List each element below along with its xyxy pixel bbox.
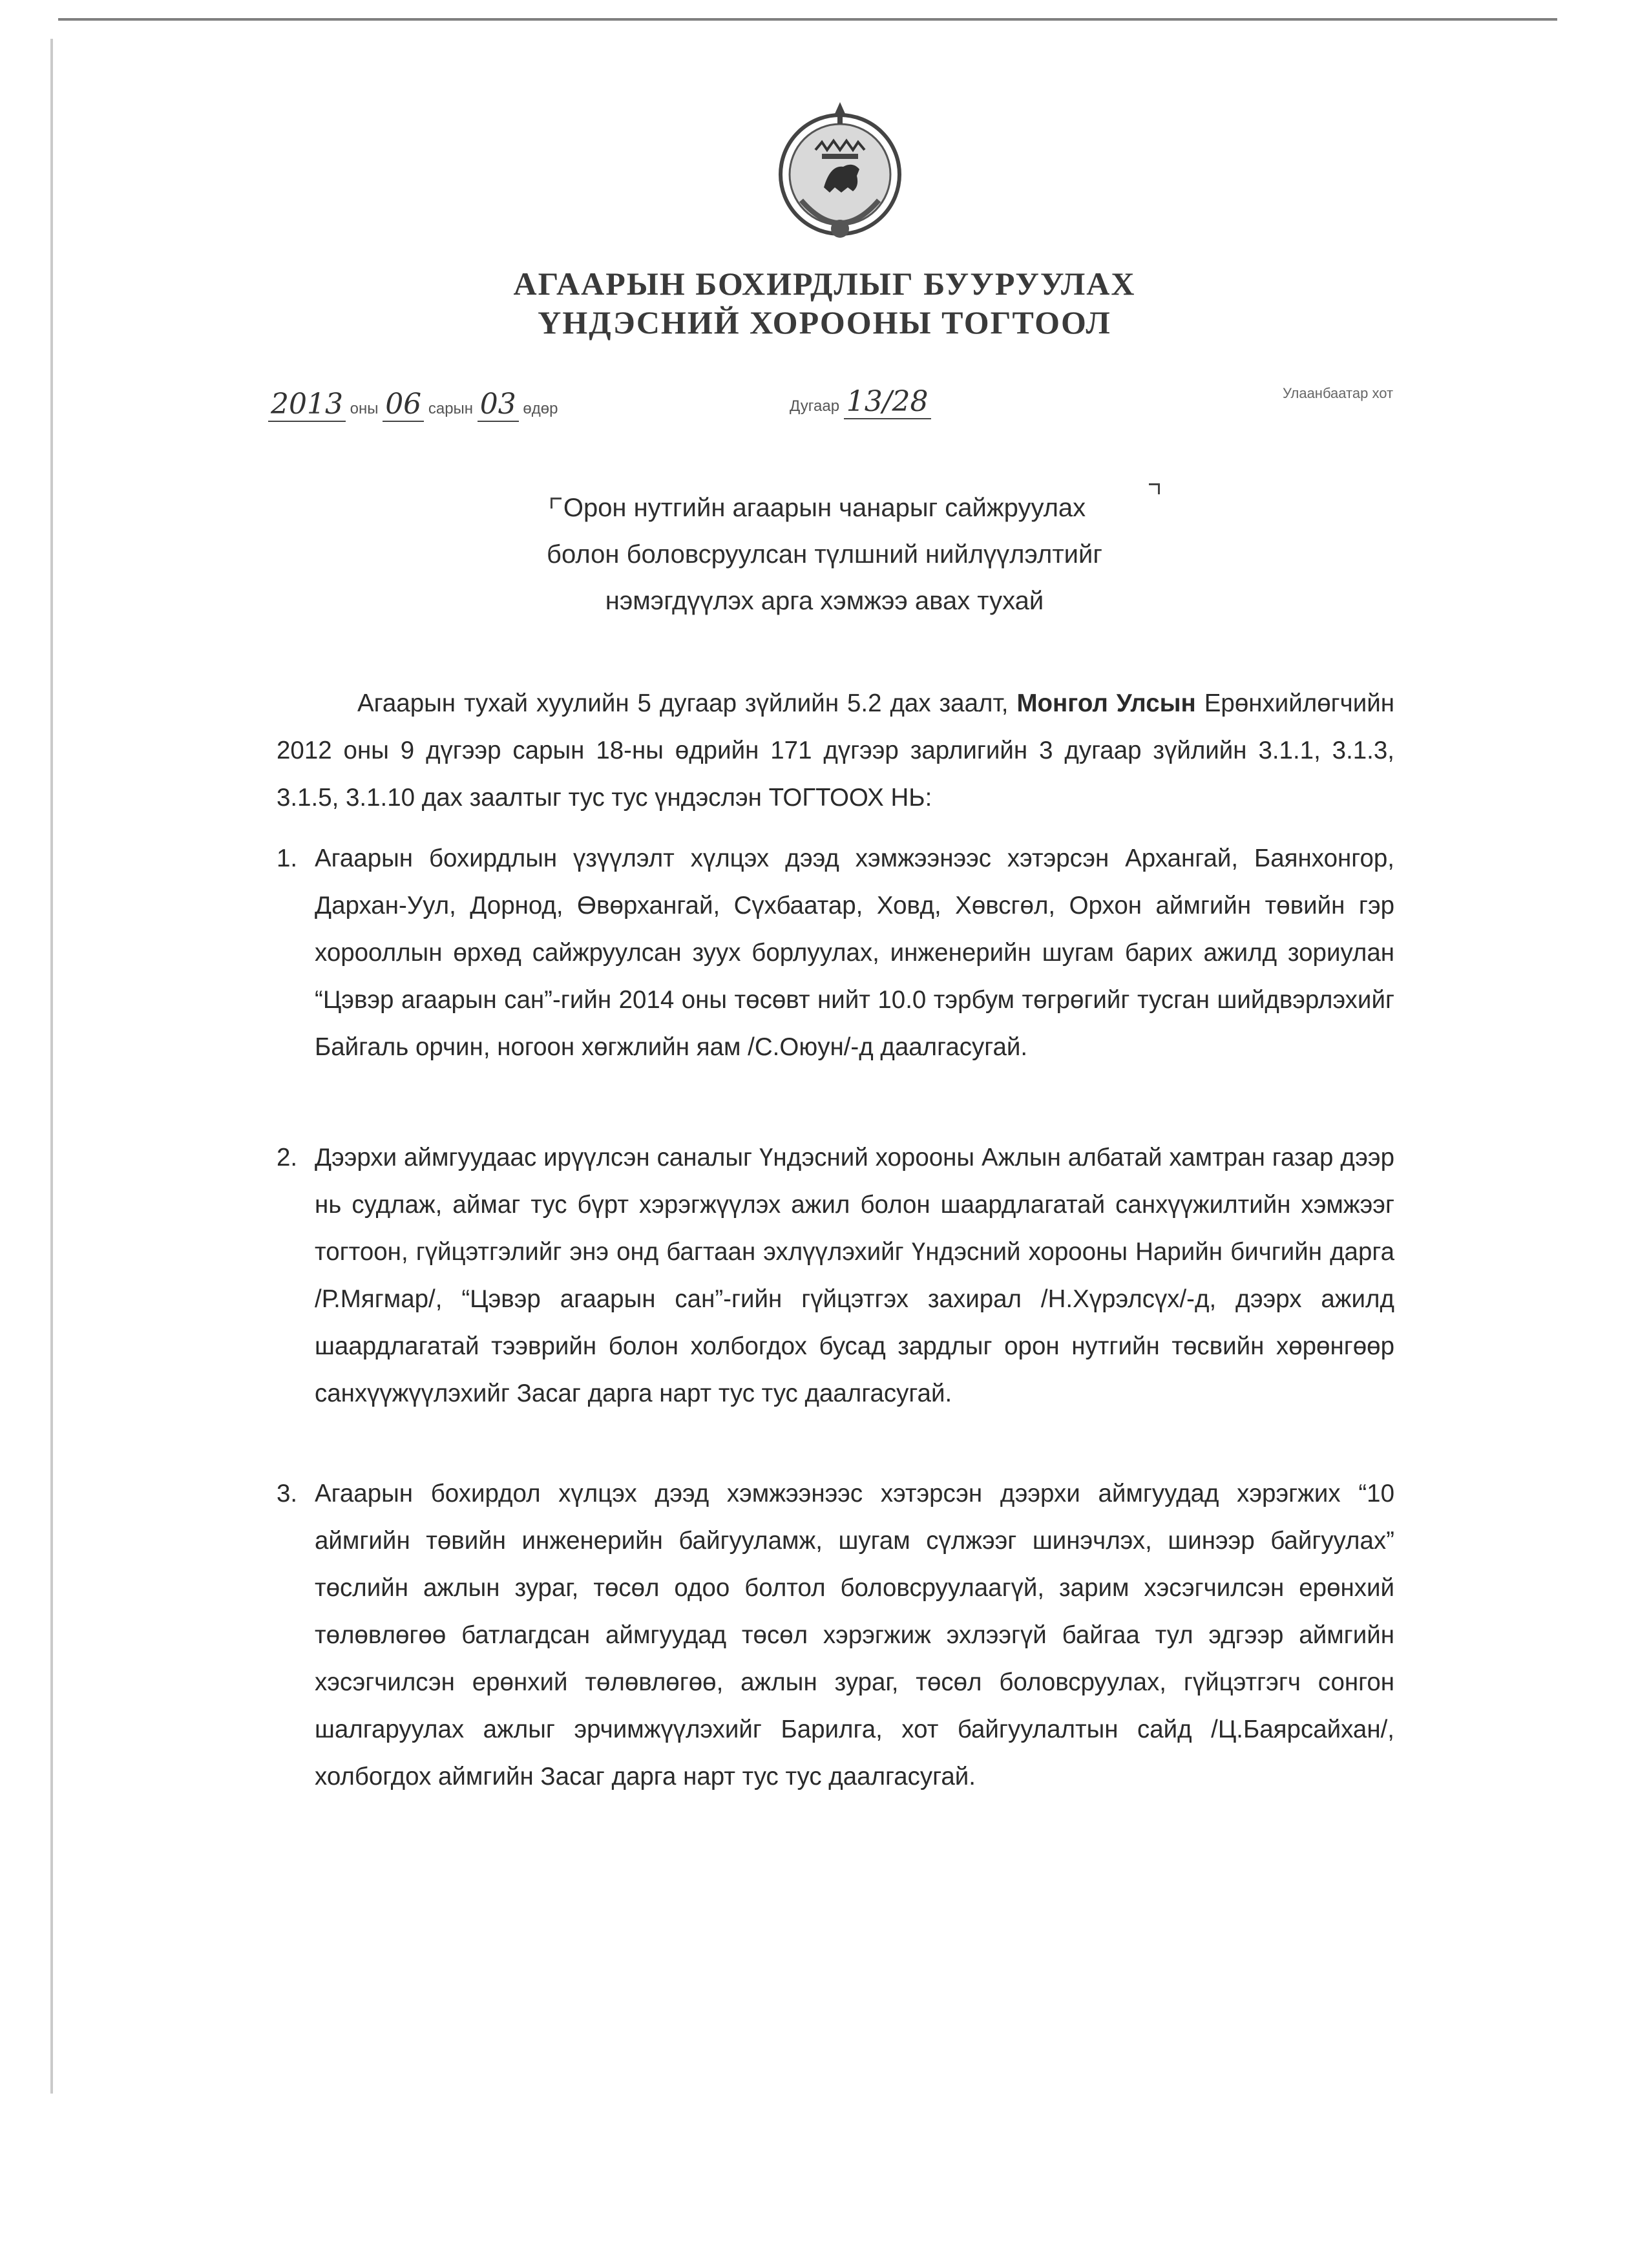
- item-number: 3.: [277, 1480, 298, 1507]
- decision-item-1: [277, 835, 1394, 1071]
- org-title-line1: АГААРЫН БОХИРДЛЫГ БУУРУУЛАХ: [513, 266, 1136, 302]
- scan-edge-top: [58, 18, 1557, 21]
- item-number: 1.: [277, 845, 298, 872]
- subject-line2: болон боловсруулсан түлшний нийлүүлэлтийг: [547, 540, 1102, 569]
- item-text: Агаарын бохирдлын үзүүлэлт хүлцэх дээд хэмжээнээс хэтэрсэн Архангай, Баянхонгор, Дархан-Уул, Дорнод, Өвөрхангай, Сүхбаатар, Ховд, Хөвсгөл, Орхон аймгийн төвийн гэр хорооллын өрхөд сайжруулсан зуух борлуулах, инженерийн шугам барих ажилд зориулан “Цэвэр агаарын сан”-гийн 2014 оны төсөвт нийт 10.0 тэрбум төгрөгийг тусган шийдвэрлэхийг Байгаль орчин, ногоон хөгжлийн яам /С.Оюун/-д даалгасугай.: [315, 845, 1394, 1061]
- year-suffix: оны: [350, 400, 379, 417]
- handwritten-day: 03: [478, 388, 519, 422]
- preamble-part1: Агаарын тухай хуулийн 5 дугаар зүйлийн 5.2 дах заалт,: [357, 689, 1009, 717]
- state-emblem-icon: [762, 90, 918, 258]
- number-label: Дугаар: [790, 397, 840, 415]
- org-title-line2: ҮНДЭСНИЙ ХОРООНЫ ТОГТООЛ: [538, 304, 1111, 341]
- item-text: Дээрхи аймгуудаас ирүүлсэн саналыг Үндэсний хорооны Ажлын албатай хамтран газар дээр нь судлаж, аймаг тус бүрт хэрэгжүүлэх ажил болон шаардлагатай санхүүжилтийн хэмжээг тогтоон, гүйцэтгэлийг энэ онд багтаан эхлүүлэхийг Үндэсний хорооны Нарийн бичгийн дарга /Р.Мягмар/, “Цэвэр агаарын сан”-гийн гүйцэтгэх захирал /Н.Хүрэлсүх/-д, дээрх ажилд шаардлагатай тээврийн болон холбогдох бусад зардлыг орон нутгийн төсвийн хөрөнгөөр санхүүжүүлэхийг Засаг дарга нарт тус тус даалгасугай.: [315, 1144, 1394, 1407]
- month-suffix: сарын: [428, 400, 474, 417]
- decision-item-2: [277, 1134, 1394, 1417]
- handwritten-number: 13/28: [844, 385, 931, 419]
- preamble-part3: Ерөнхийлөгчийн 2012 оны 9 дүгээр сарын 18-ны өдрийн 171 дүгээр зарлигийн 3 дугаар зүйлийн 3.1.1, 3.1.3, 3.1.5, 3.1.10 дах заалтыг тус тус үндэслэн ТОГТООХ НЬ:: [277, 689, 1395, 812]
- scan-edge-left: [50, 39, 53, 2094]
- subject-line3: нэмэгдүүлэх арга хэмжээ авах тухай: [605, 587, 1044, 615]
- subject-line1: Орон нутгийн агаарын чанарыг сайжруулах: [563, 494, 1086, 522]
- handwritten-year: 2013: [268, 388, 346, 422]
- city-label: Улаанбаатар хот: [1283, 385, 1394, 401]
- item-number: 2.: [277, 1144, 298, 1171]
- number-row: [790, 385, 931, 418]
- date-row: [268, 388, 558, 421]
- day-suffix: өдөр: [523, 400, 558, 417]
- subject-block: [0, 485, 1649, 624]
- item-text: Агаарын бохирдол хүлцэх дээд хэмжээнээс хэтэрсэн дээрхи аймгуудад хэрэгжих “10 аймгийн төвийн инженерийн байгууламж, шугам сүлжээг шинэчлэх, шинээр байгуулах” төслийн ажлын зураг, төсөл одоо болтол боловсруулаагүй, зарим хэсэгчилсэн ерөнхий төлөвлөгөө батлагдсан аймгуудад төсөл хэрэгжиж эхлээгүй байгаа тул эдгээр аймгийн хэсэгчилсэн ерөнхий төлөвлөгөө, ажлын зураг, төсөл боловсруулах, гүйцэтгэгч сонгон шалгаруулах ажлыг эрчимжүүлэхийг Барилга, хот байгуулалтын сайд /Ц.Баярсайхан/, холбогдох аймгийн Засаг дарга нарт тус тус даалгасугай.: [315, 1480, 1394, 1790]
- preamble-paragraph: [277, 680, 1394, 821]
- preamble-part2: Монгол Улсын: [1016, 689, 1196, 717]
- decision-item-3: [277, 1470, 1394, 1800]
- handwritten-month: 06: [383, 388, 424, 422]
